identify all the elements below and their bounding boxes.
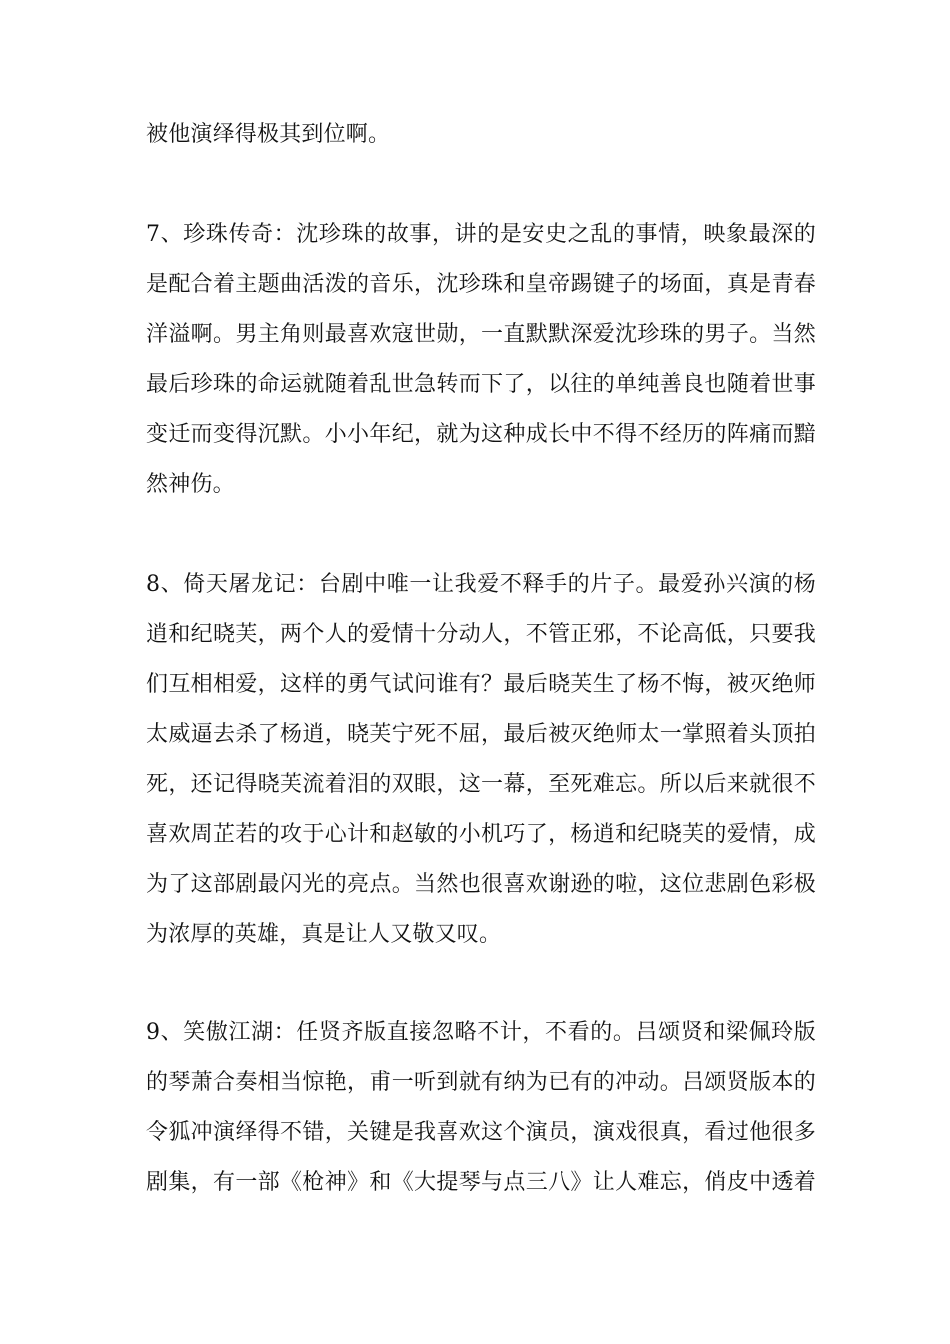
- text-line: 令狐冲演绎得不错，关键是我喜欢这个演员，演戏很真，看过他很多: [146, 1120, 816, 1145]
- text-line: 8、倚天屠龙记：台剧中唯一让我爱不释手的片子。最爱孙兴演的杨: [146, 572, 816, 597]
- paragraph-item-8: [146, 560, 816, 960]
- text-line: 9、笑傲江湖：任贤齐版直接忽略不计，不看的。吕颂贤和梁佩玲版: [146, 1020, 816, 1045]
- text-line: 逍和纪晓芙，两个人的爱情十分动人，不管正邪，不论高低，只要我: [146, 622, 816, 647]
- text-line: 为浓厚的英雄，真是让人又敬又叹。: [146, 922, 502, 947]
- text-line: 7、珍珠传奇：沈珍珠的故事，讲的是安史之乱的事情，映象最深的: [146, 222, 816, 247]
- text-line: 剧集，有一部《枪神》和《大提琴与点三八》让人难忘，俏皮中透着: [146, 1170, 816, 1195]
- text-line: 被他演绎得极其到位啊。: [146, 122, 391, 147]
- text-line: 然神伤。: [146, 472, 235, 497]
- text-line: 们互相相爱，这样的勇气试问谁有？最后晓芙生了杨不悔，被灭绝师: [146, 672, 816, 697]
- text-line: 洋溢啊。男主角则最喜欢寇世勋，一直默默深爱沈珍珠的男子。当然: [146, 322, 816, 347]
- text-line: 太威逼去杀了杨逍，晓芙宁死不屈，最后被灭绝师太一掌照着头顶拍: [146, 722, 816, 747]
- text-line: 是配合着主题曲活泼的音乐，沈珍珠和皇帝踢键子的场面，真是青春: [146, 272, 816, 297]
- text-line: 的琴萧合奏相当惊艳，甫一听到就有纳为已有的冲动。吕颂贤版本的: [146, 1070, 816, 1095]
- paragraph-continuation: [146, 110, 816, 160]
- text-line: 变迁而变得沉默。小小年纪，就为这种成长中不得不经历的阵痛而黯: [146, 422, 816, 447]
- paragraph-item-9: [146, 1008, 816, 1208]
- text-line: 为了这部剧最闪光的亮点。当然也很喜欢谢逊的啦，这位悲剧色彩极: [146, 872, 816, 897]
- text-line: 最后珍珠的命运就随着乱世急转而下了，以往的单纯善良也随着世事: [146, 372, 816, 397]
- text-line: 死，还记得晓芙流着泪的双眼，这一幕，至死难忘。所以后来就很不: [146, 772, 816, 797]
- paragraph-item-7: [146, 210, 816, 510]
- text-line: 喜欢周芷若的攻于心计和赵敏的小机巧了，杨逍和纪晓芙的爱情，成: [146, 822, 816, 847]
